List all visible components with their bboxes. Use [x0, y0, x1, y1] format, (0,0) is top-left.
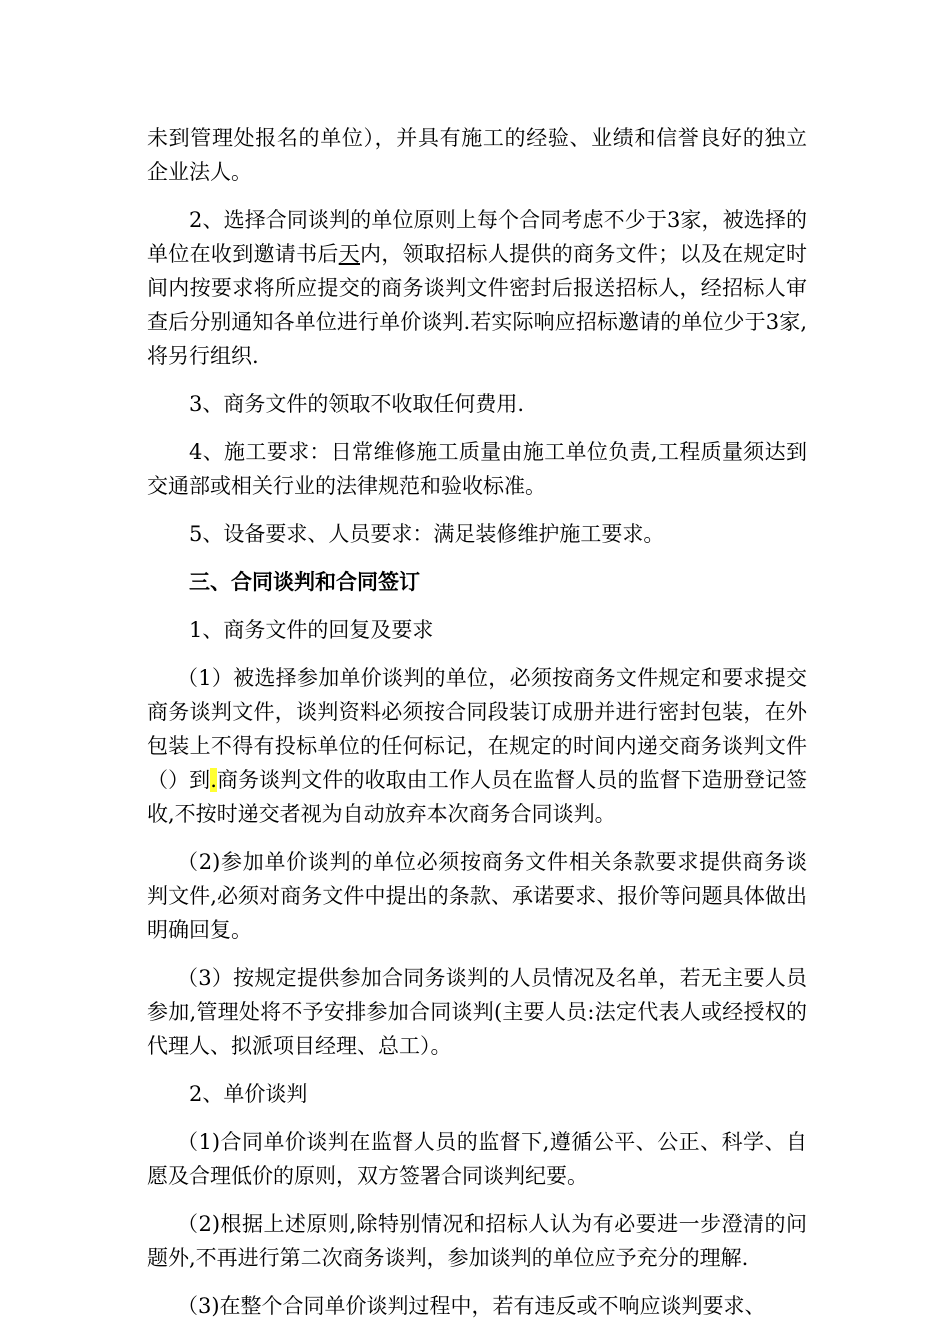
underlined-word: 天: [338, 242, 361, 266]
paragraph-item-2-text-b: 内，领取招标人提供的商务文件；以及在规定时间内按要求将所应提交的商务谈判文件密封后报送招标人，经招标人审查后分别通知各单位进行单价谈判.若实际响应招标邀请的单位少于3家,将另行组织.: [147, 242, 808, 368]
paragraph-item-1-1-text-a: （1）被选择参加单价谈判的单位，必须按商务文件规定和要求提交商务谈判文件，谈判资料必须按合同段装订成册并进行密封包装，在外包装上不得有投标单位的任何标记，在规定的时间内递交商务谈判文件（）到: [147, 666, 807, 792]
paragraph-item-1-3: （3）按规定提供参加合同务谈判的人员情况及名单，若无主要人员参加,管理处将不予安排参加合同谈判(主要人员:法定代表人或经授权的代理人、拟派项目经理、总工）。: [147, 966, 807, 1058]
section-heading-3: 三、合同谈判和合同签订: [189, 570, 420, 594]
highlighted-mark: .: [210, 768, 217, 792]
subsection-heading-2: 2、单价谈判: [189, 1082, 308, 1106]
paragraph-item-2-text-a: 2、选择合同谈判的单位原则上每个合同考虑不少于3家，被选择的单位在收到邀请书后: [147, 208, 807, 266]
paragraph-item-2-1: （1)合同单价谈判在监督人员的监督下,遵循公平、公正、科学、自愿及合理低价的原则，双方签署合同谈判纪要。: [147, 1130, 807, 1188]
paragraph-item-1-1: [147, 661, 807, 831]
paragraph-item-5: 5、设备要求、人员要求：满足装修维护施工要求。: [189, 522, 665, 546]
paragraph-item-1-1-text-b: 商务谈判文件的收取由工作人员在监督人员的监督下造册登记签收,不按时递交者视为自动放弃本次商务合同谈判。: [147, 768, 808, 826]
paragraph-item-2: [147, 203, 807, 373]
paragraph-item-4: 4、施工要求：日常维修施工质量由施工单位负责,工程质量须达到交通部或相关行业的法律规范和验收标准。: [147, 440, 807, 498]
paragraph-item-2-3: （3)在整个合同单价谈判过程中，若有违反或不响应谈判要求、: [177, 1294, 766, 1318]
paragraph-item-1-2: （2)参加单价谈判的单位必须按商务文件相关条款要求提供商务谈判文件,必须对商务文件中提出的条款、承诺要求、报价等问题具体做出明确回复。: [147, 850, 807, 942]
paragraph-item-2-2: （2)根据上述原则,除特别情况和招标人认为有必要进一步澄清的问题外,不再进行第二次商务谈判，参加谈判的单位应予充分的理解.: [147, 1212, 807, 1270]
document-page: [147, 121, 807, 1323]
paragraph-continuation: 未到管理处报名的单位），并具有施工的经验、业绩和信誉良好的独立企业法人。: [147, 126, 807, 184]
paragraph-item-3: 3、商务文件的领取不收取任何费用.: [189, 392, 525, 416]
subsection-heading-1: 1、商务文件的回复及要求: [189, 618, 434, 642]
